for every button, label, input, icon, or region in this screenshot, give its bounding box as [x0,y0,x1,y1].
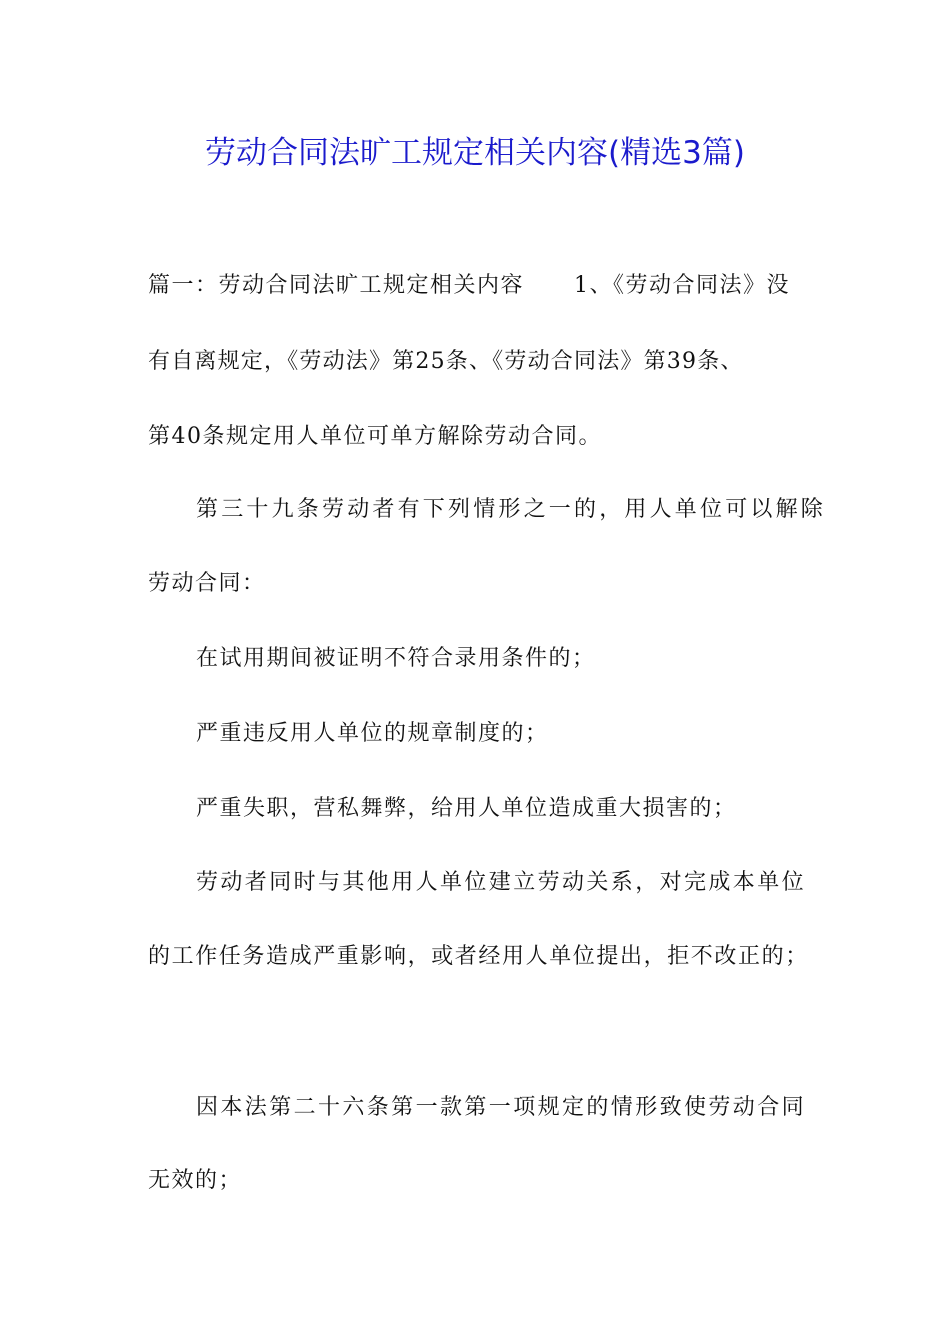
paragraph-1-text: 1、《劳动合同法》没 [574,273,791,298]
list-item-4-line-2: 的工作任务造成严重影响，或者经用人单位提出，拒不改正的； [148,944,809,969]
list-item-4-line-1: 劳动者同时与其他用人单位建立劳动关系，对完成本单位 [196,870,807,895]
paragraph-2-line-2: 劳动合同： [148,571,266,596]
paragraph-1-line-1 [148,270,790,302]
paragraph-1-line-2: 有自离规定，《劳动法》第25条、《劳动合同法》第39条、 [148,349,744,374]
list-item-3: 严重失职，营私舞弊，给用人单位造成重大损害的； [196,796,737,821]
list-item-5-line-2: 无效的； [148,1168,243,1193]
paragraph-2-line-1: 第三十九条劳动者有下列情形之一的，用人单位可以解除 [196,497,827,522]
list-item-5-line-1: 因本法第二十六条第一款第一项规定的情形致使劳动合同 [196,1095,807,1120]
list-item-2: 严重违反用人单位的规章制度的； [196,721,549,746]
paragraph-1-line-3: 第40条规定用人单位可单方解除劳动合同。 [148,424,602,449]
document-title: 劳动合同法旷工规定相关内容(精选3篇) [205,135,745,171]
list-item-1: 在试用期间被证明不符合录用条件的； [196,646,596,671]
section-heading: 篇一：劳动合同法旷工规定相关内容 [148,273,525,298]
